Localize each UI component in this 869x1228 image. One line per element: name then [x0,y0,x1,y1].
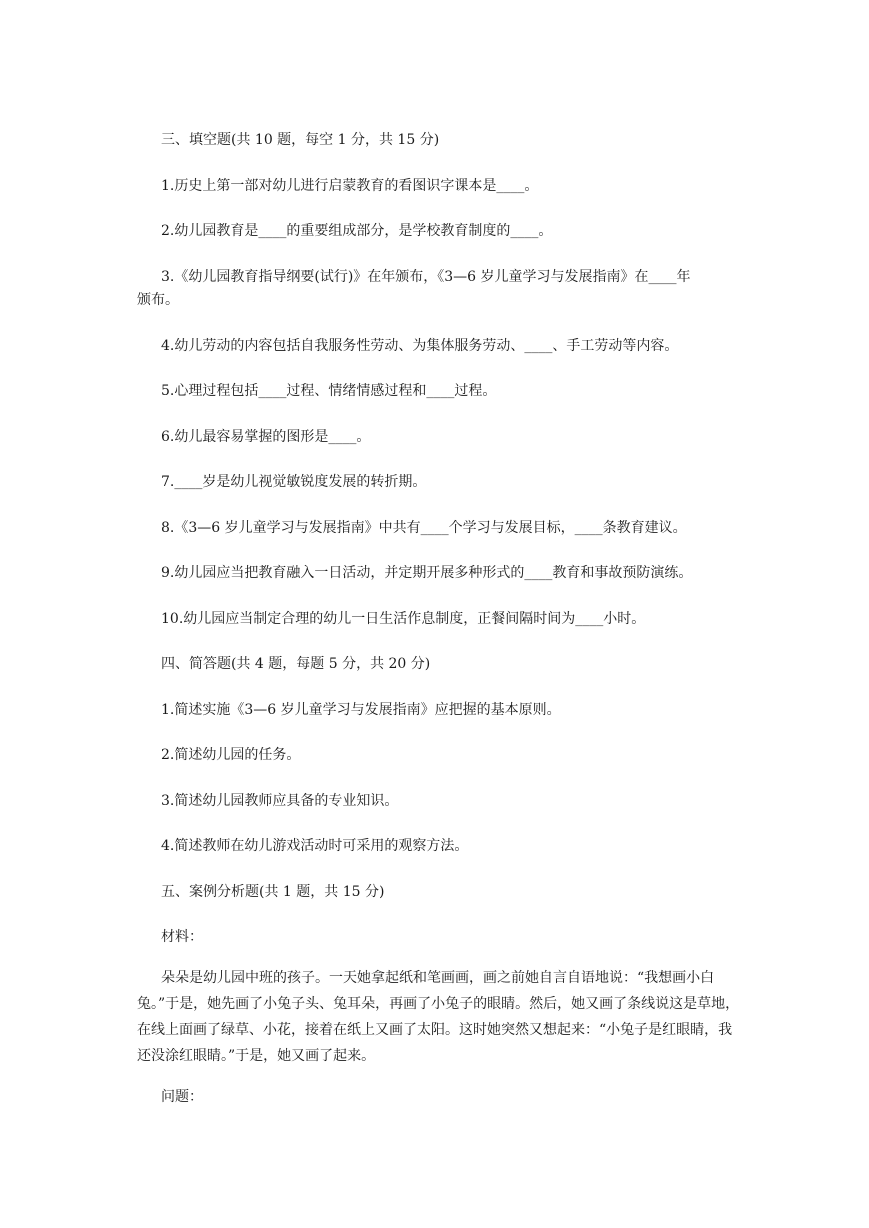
section3-heading: 三、填空题(共 10 题，每空 1 分，共 15 分) [161,132,440,148]
material-text: 朵朵是幼儿园中班的孩子。一天她拿起纸和笔画画，画之前她自言自语地说：“我想画小白兔。”于是，她先画了小兔子头、兔耳朵，再画了小兔子的眼睛。然后，她又画了条线说这是草地，在线上面画了绿草、小花，接着在纸上又画了太阳。这时她突然又想起来：“小兔子是红眼睛，我还没涂红眼睛。”于是，她又画了起来。 [137,970,740,1064]
fill-blank-q7: 7.____岁是幼儿视觉敏锐度发展的转折期。 [161,474,427,490]
fill-blank-q5: 5.心理过程包括____过程、情绪情感过程和____过程。 [161,383,497,399]
fill-blank-q1: 1.历史上第一部对幼儿进行启蒙教育的看图识字课本是____。 [161,178,539,194]
question-label: 问题： [161,1089,203,1105]
short-answer-q4: 4.简述教师在幼儿游戏活动时可采用的观察方法。 [161,838,469,854]
fill-blank-q9: 9.幼儿园应当把教育融入一日活动，并定期开展多种形式的____教育和事故预防演练。 [161,565,693,581]
fill-blank-q4: 4.幼儿劳动的内容包括自我服务性劳动、为集体服务劳动、____、手工劳动等内容。 [161,338,679,354]
material-label: 材料： [161,929,203,945]
section5-heading: 五、案例分析题(共 1 题，共 15 分) [161,884,385,900]
fill-blank-q3-line1: 3.《幼儿园教育指导纲要(试行)》在年颁布，《3—6 岁儿童学习与发展指南》在____年 [161,269,691,285]
short-answer-q2: 2.简述幼儿园的任务。 [161,747,301,763]
fill-blank-q6: 6.幼儿最容易掌握的图形是____。 [161,429,371,445]
fill-blank-q3-line2: 颁布。 [137,292,179,308]
short-answer-q1: 1.简述实施《3—6 岁儿童学习与发展指南》应把握的基本原则。 [161,702,561,718]
fill-blank-q10: 10.幼儿园应当制定合理的幼儿一日生活作息制度，正餐间隔时间为____小时。 [161,611,646,627]
fill-blank-q8: 8.《3—6 岁儿童学习与发展指南》中共有____个学习与发展目标，____条教育建议。 [161,520,687,536]
fill-blank-q2: 2.幼儿园教育是____的重要组成部分，是学校教育制度的____。 [161,223,553,239]
section4-heading: 四、简答题(共 4 题，每题 5 分，共 20 分) [161,656,431,672]
short-answer-q3: 3.简述幼儿园教师应具备的专业知识。 [161,793,399,809]
